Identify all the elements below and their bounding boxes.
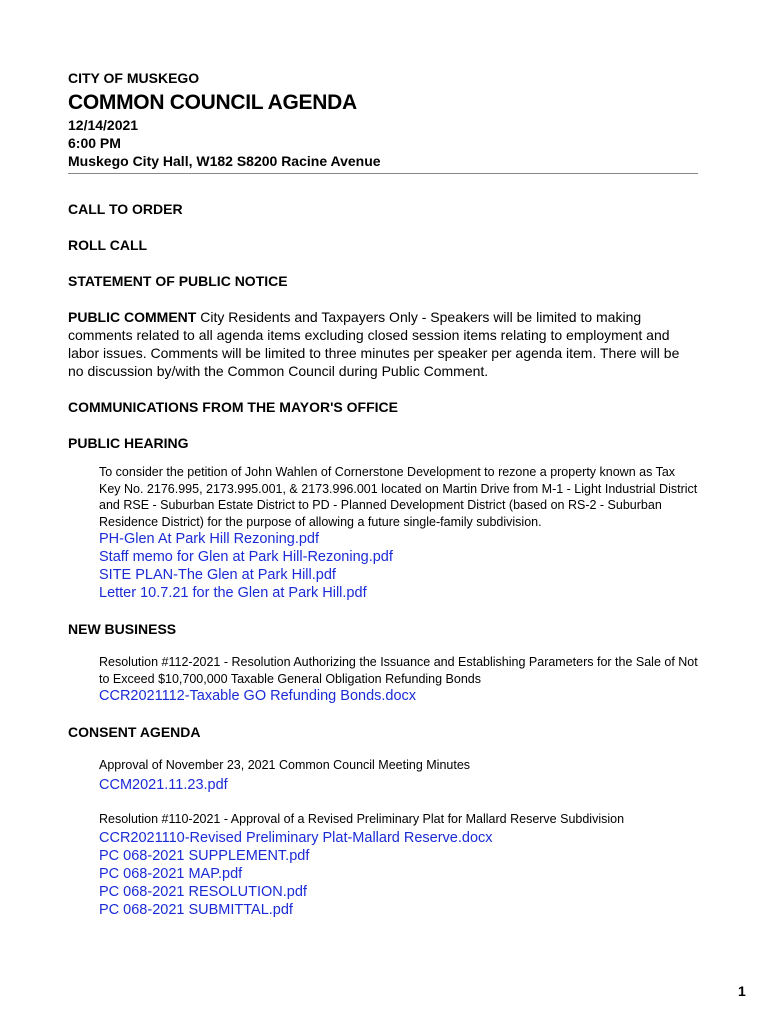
meeting-time: 6:00 PM: [68, 135, 121, 151]
city-name: CITY OF MUSKEGO: [68, 70, 200, 86]
section-roll-call: ROLL CALL: [68, 237, 148, 253]
attachment-link[interactable]: CCM2021.11.23.pdf: [99, 776, 228, 793]
section-new-business: NEW BUSINESS: [68, 621, 177, 637]
page-title: COMMON COUNCIL AGENDA: [68, 91, 357, 114]
attachment-link[interactable]: SITE PLAN-The Glen at Park Hill.pdf: [99, 567, 336, 583]
public-comment-text: City Residents and Taxpayers Only - Speakers will be limited to making comments related to all agenda items excluding closed session items relating to employment and labor issues. Comments will be limited to three minutes per speaker per agenda item. There will be no discussion by/with the Common Council during Public Comment.: [68, 309, 680, 379]
public-comment-paragraph: [68, 308, 698, 380]
attachment-link[interactable]: CCR2021112-Taxable GO Refunding Bonds.docx: [99, 688, 417, 704]
agenda-body: [68, 200, 698, 919]
page-number: 1: [738, 983, 746, 999]
section-call-to-order: CALL TO ORDER: [68, 201, 183, 217]
attachment-link[interactable]: Letter 10.7.21 for the Glen at Park Hill.pdf: [99, 585, 367, 601]
section-communications: COMMUNICATIONS FROM THE MAYOR'S OFFICE: [68, 399, 398, 415]
section-public-hearing: PUBLIC HEARING: [68, 435, 189, 451]
attachment-link[interactable]: PC 068-2021 SUBMITTAL.pdf: [99, 902, 293, 918]
meeting-location: Muskego City Hall, W182 S8200 Racine Avenue: [68, 153, 381, 169]
attachment-link[interactable]: PH-Glen At Park Hill Rezoning.pdf: [99, 531, 320, 547]
public-hearing-item: To consider the petition of John Wahlen of Cornerstone Development to rezone a property known as Tax Key No. 2176.995, 2173.995.001, & 2173.996.001 located on Martin Drive from M-1 - Light Industrial District and RSE - Suburban Estate District to PD - Planned Development District (based on RS-2 - Suburban Residence District) for the purpose of allowing a future single-family subdivision.: [99, 465, 698, 529]
header-divider: [68, 173, 698, 174]
attachment-link[interactable]: PC 068-2021 RESOLUTION.pdf: [99, 884, 307, 900]
attachment-link[interactable]: PC 068-2021 SUPPLEMENT.pdf: [99, 848, 310, 864]
meeting-date: 12/14/2021: [68, 117, 139, 133]
attachment-link[interactable]: Staff memo for Glen at Park Hill-Rezoning.pdf: [99, 549, 393, 565]
section-public-comment: PUBLIC COMMENT: [68, 309, 197, 325]
attachment-link[interactable]: PC 068-2021 MAP.pdf: [99, 866, 243, 882]
section-statement-of-public-notice: STATEMENT OF PUBLIC NOTICE: [68, 273, 288, 289]
consent-item-minutes: Approval of November 23, 2021 Common Council Meeting Minutes: [99, 758, 471, 772]
agenda-header: [68, 70, 698, 170]
new-business-item: Resolution #112-2021 - Resolution Authorizing the Issuance and Establishing Parameters for the Sale of Not to Exceed $10,700,000 Taxable General Obligation Refunding Bonds: [99, 655, 698, 686]
attachment-link[interactable]: CCR2021110-Revised Preliminary Plat-Mallard Reserve.docx: [99, 830, 493, 846]
section-consent-agenda: CONSENT AGENDA: [68, 724, 201, 740]
consent-item-resolution: Resolution #110-2021 - Approval of a Revised Preliminary Plat for Mallard Reserve Subdivision: [99, 811, 625, 826]
